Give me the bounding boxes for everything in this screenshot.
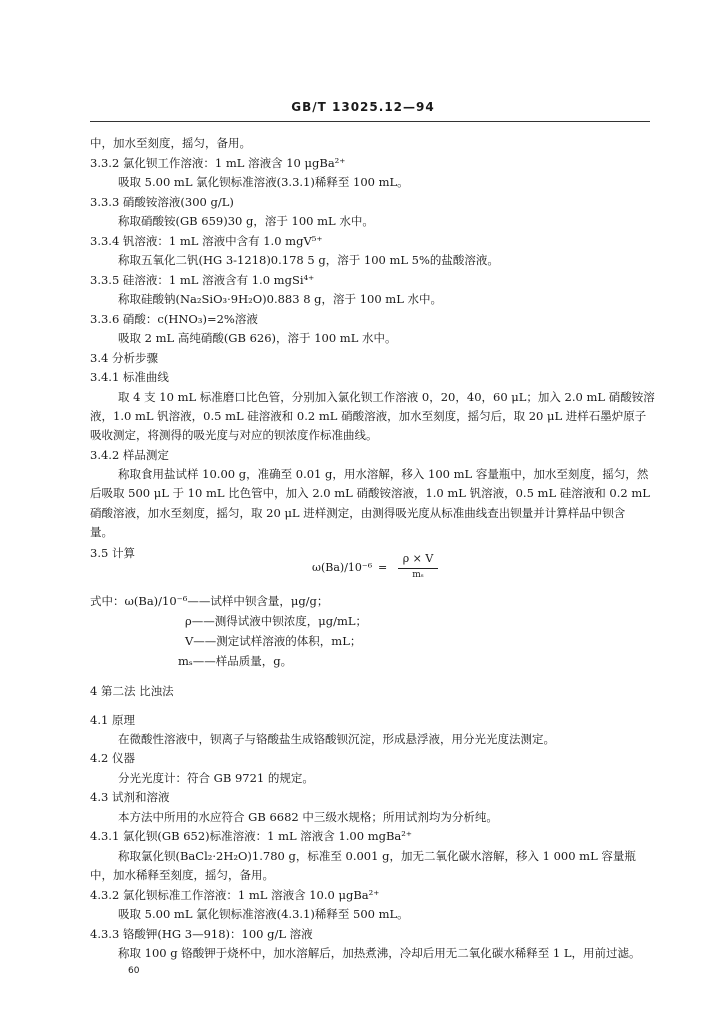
formula-denominator: mₛ [412,570,424,580]
text-line: 称取五氧化二钒(HG 3-1218)0.178 5 g，溶于 100 mL 5%的盐酸溶液。 [118,253,499,267]
text-line: 3.4.2 样品测定 [90,448,169,462]
calculation-formula [312,552,462,582]
text-line: 3.4 分析步骤 [90,351,158,365]
text-line: 硝酸溶液，加水至刻度，摇匀，取 20 μL 进样测定，由测得吸光度从标准曲线查出钡量并计算样品中钡含 [90,506,626,520]
text-line: 3.3.3 硝酸铵溶液(300 g/L) [90,195,234,209]
text-line: 液，1.0 mL 钒溶液，0.5 mL 硅溶液和 0.2 mL 硝酸溶液，加水至刻度，摇匀后，取 20 μL 进样石墨炉原子 [90,409,647,423]
text-line: 吸取 2 mL 高纯硝酸(GB 626)，溶于 100 mL 水中。 [118,331,397,345]
text-line: V——测定试样溶液的体积，mL； [185,634,362,648]
formula-numerator: ρ × V [402,552,434,565]
text-line: 吸取 5.00 mL 氯化钡标准溶液(3.3.1)稀释至 100 mL。 [118,175,409,189]
text-line: 称取硅酸钠(Na₂SiO₃·9H₂O)0.883 8 g，溶于 100 mL 水中。 [118,292,443,306]
text-line: 4.3.1 氯化钡(GB 652)标准溶液：1 mL 溶液含 1.00 mgBa²⁺ [90,829,412,843]
text-line: 4.1 原理 [90,713,135,727]
text-line: 3.3.6 硝酸：c(HNO₃)=2%溶液 [90,312,258,326]
text-line: 4.3 试剂和溶液 [90,790,170,804]
text-line: 3.3.5 硅溶液：1 mL 溶液含有 1.0 mgSi⁴⁺ [90,273,315,287]
text-line: 称取硝酸铵(GB 659)30 g，溶于 100 mL 水中。 [118,214,374,228]
text-line: 3.3.2 氯化钡工作溶液：1 mL 溶液含 10 μgBa²⁺ [90,156,346,170]
text-line: 4.3.3 铬酸钾(HG 3—918)：100 g/L 溶液 [90,927,313,941]
text-line: 吸取 5.00 mL 氯化钡标准溶液(4.3.1)稀释至 500 mL。 [118,907,409,921]
header-rule [90,121,650,122]
text-line: 3.4.1 标准曲线 [90,370,169,384]
formula-lhs: ω(Ba)/10⁻⁶ [312,561,373,574]
text-line: 式中：ω(Ba)/10⁻⁶——试样中钡含量，μg/g； [90,594,329,608]
text-line: 分光光度计：符合 GB 9721 的规定。 [118,771,314,785]
text-line: 称取 100 g 铬酸钾于烧杯中，加水溶解后，加热煮沸，冷却后用无二氧化碳水稀释至 1 L，用前过滤。 [118,946,641,960]
text-line: 本方法中所用的水应符合 GB 6682 中三级水规格；所用试剂均为分析纯。 [118,810,498,824]
text-line: ρ——测得试液中钡浓度，μg/mL； [185,614,368,628]
text-line: 4 第二法 比浊法 [90,684,174,698]
text-line: 中，加水稀释至刻度，摇匀，备用。 [90,868,274,882]
text-line: 4.3.2 氯化钡标准工作溶液：1 mL 溶液含 10.0 μgBa²⁺ [90,888,380,902]
text-line: 在微酸性溶液中，钡离子与铬酸盐生成铬酸钡沉淀，形成悬浮液，用分光光度法测定。 [118,732,555,746]
text-line: 后吸取 500 μL 于 10 mL 比色管中，加入 2.0 mL 硝酸铵溶液，1.0 mL 钒溶液，0.5 mL 硅溶液和 0.2 mL [90,486,650,500]
text-line: 中，加水至刻度，摇匀，备用。 [90,136,251,150]
text-line: 3.3.4 钒溶液：1 mL 溶液中含有 1.0 mgV⁵⁺ [90,234,323,248]
fraction-bar [398,568,438,569]
text-line: 4.2 仪器 [90,751,135,765]
text-line: mₛ——样品质量，g。 [178,654,293,668]
text-line: 吸收测定，将测得的吸光度与对应的钡浓度作标准曲线。 [90,428,378,442]
text-line: 称取食用盐试样 10.00 g，准确至 0.01 g，用水溶解，移入 100 mL 容量瓶中，加水至刻度，摇匀，然 [118,467,649,481]
text-line: 称取氯化钡(BaCl₂·2H₂O)1.780 g，标准至 0.001 g，加无二氧化碳水溶解，移入 1 000 mL 容量瓶 [118,849,636,863]
running-header: GB/T 13025.12—94 [291,100,435,114]
text-line: 取 4 支 10 mL 标准磨口比色管，分别加入氯化钡工作溶液 0，20，40，60 μL；加入 2.0 mL 硝酸铵溶 [118,390,655,404]
text-line: 量。 [90,525,113,539]
page-number: 60 [128,966,140,976]
text-line: 3.5 计算 [90,546,135,560]
formula-equals: = [378,561,388,574]
